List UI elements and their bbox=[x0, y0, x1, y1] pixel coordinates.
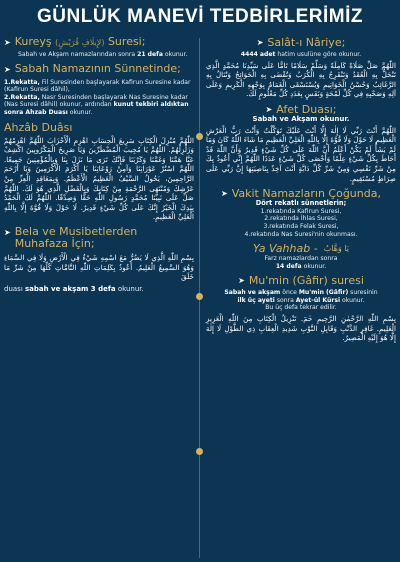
arrow-right-icon: ➤ bbox=[265, 104, 273, 114]
kureys-text-1: Sabah ve Akşam namazlarından sonra bbox=[18, 51, 136, 58]
bela-text bbox=[4, 285, 194, 294]
mumin-text bbox=[206, 289, 396, 312]
mumin-text-bold: Mu'min (Gâfir) bbox=[298, 289, 349, 297]
vahhab-text-2: okunur. bbox=[303, 262, 327, 270]
salat-section bbox=[206, 36, 396, 99]
right-column bbox=[206, 36, 396, 343]
bela-text-1: duası bbox=[4, 284, 23, 293]
afet-heading-text: Afet Duası; bbox=[276, 102, 337, 116]
arrow-right-icon: ➤ bbox=[4, 38, 11, 47]
vakit-heading-text: Vakit Namazların Çoğunda, bbox=[231, 187, 381, 201]
vakit-section bbox=[206, 187, 396, 238]
mumin-heading-text: Mu'min (Gâfir) suresi bbox=[248, 274, 364, 288]
sabah-text bbox=[4, 79, 194, 117]
rekat-1-label: 1.Rekatta, bbox=[4, 78, 40, 86]
bela-heading-text: Bela ve Musibetlerden Muhafaza İçin; bbox=[14, 224, 138, 250]
mumin-text-bold: Sabah ve akşam bbox=[224, 289, 281, 297]
salat-arabic: اللّٰهُمَّ صَلِّ صَلَاةً كَامِلَةً وَسَلِّمْ سَلَامًا تَامًّا عَلَى سَيِّدِنَا مُحَمَّدٍ الَّذِي تَنْحَلُّ بِهِ الْعُقَدُ وَتَنْفَرِجُ بِهِ الْكُرَبُ وَتُقْضَى بِهِ الْحَوَائِجُ وَتُنَالُ بِهِ الرَّغَائِبُ وَحُسْنُ الْخَوَاتِيمِ وَيُسْتَسْقَى الْغَمَامُ بِوَجْهِهِ الْكَرِيمِ وَعَلَى آلِهِ وَصَحْبِهِ فِي كُلِّ لَمْحَةٍ وَنَفَسٍ بِعَدَدِ كُلِّ مَعْلُومٍ لَكَ. bbox=[206, 60, 396, 99]
ahzab-heading: Ahzâb Duâsı bbox=[4, 120, 73, 134]
bela-arabic: بِسْمِ اللّٰهِ الَّذِي لَا يَضُرُّ مَعَ اسْمِهِ شَيْءٌ فِي الْأَرْضِ وَلَا فِي السَّمَاءِ وَهُوَ السَّمِيعُ الْعَلِيمُ. أَعُوذُ بِكَلِمَاتِ اللّٰهِ التَّامَّاتِ كُلِّهَا مِنْ شَرِّ مَا خَلَقَ bbox=[4, 252, 194, 282]
rekat-1-text: Fil Suresinden başlayarak Kafirun Suresine kadar (Kafirun Suresi dâhil), bbox=[4, 78, 191, 94]
mumin-section bbox=[206, 274, 396, 343]
arrow-right-icon: ➤ bbox=[4, 64, 11, 74]
vahhab-section bbox=[206, 242, 396, 270]
list-item: 2.rekatında İhlas Suresi, bbox=[264, 215, 338, 223]
kunut-text: kunut tekbiri aldıktan sonra Ahzab Duası bbox=[4, 101, 189, 116]
kureys-section bbox=[4, 36, 194, 59]
salat-text bbox=[206, 51, 396, 59]
vahhab-name: Ya Vahhab - bbox=[253, 242, 318, 256]
sabah-section bbox=[4, 63, 194, 117]
vahhab-heading bbox=[206, 242, 396, 255]
mumin-text: okunur. bbox=[342, 296, 365, 304]
left-column bbox=[4, 36, 194, 294]
mumin-arabic: بِسْمِ اللّٰهِ الرَّحْمٰنِ الرَّحِيمِ حٰمٓ. تَنْزِيلُ الْكِتَابِ مِنَ اللّٰهِ الْعَزِيزِ الْعَلِيمِ. غَافِرِ الذَّنْبِ وَقَابِلِ التَّوْبِ شَدِيدِ الْعِقَابِ ذِي الطَّوْلِ لَا إِلٰهَ إِلَّا هُوَ إِلَيْهِ الْمَصِيرُ. bbox=[206, 314, 396, 343]
ahzab-section bbox=[4, 121, 194, 222]
rekat-2-text: Nasr Suresinden başlayarak Nas Suresine kadar (Nas Suresi dâhil) okunur, ardından bbox=[4, 93, 188, 109]
mumin-text-bold: Ayet-ül Kürsi bbox=[295, 296, 341, 304]
column-divider bbox=[199, 38, 200, 558]
afet-arabic: اللّٰهُمَّ أَنْتَ رَبِّي لَا إِلٰهَ إِلَّا أَنْتَ عَلَيْكَ تَوَكَّلْتُ وَأَنْتَ رَبُّ الْعَرْشِ الْعَظِيمِ لَا حَوْلَ وَلَا قُوَّةَ إِلَّا بِاللّٰهِ الْعَلِيِّ الْعَظِيمِ مَا شَاءَ اللّٰهُ كَانَ وَمَا لَمْ يَشَأْ لَمْ يَكُنْ أَعْلَمُ أَنَّ اللّٰهَ عَلَى كُلِّ شَيْءٍ قَدِيرٌ وَأَنَّ اللّٰهَ قَدْ أَحَاطَ بِكُلِّ شَيْءٍ عِلْمًا وَأَحْصَى كُلَّ شَيْءٍ عَدَدًا اللّٰهُمَّ إِنِّي أَعُوذُ بِكَ مِنْ شَرِّ نَفْسِي وَمِنْ شَرِّ كُلِّ دَابَّةٍ أَنْتَ آخِذٌ بِنَاصِيَتِهَا إِنَّ رَبِّي عَلَى صِرَاطٍ مُسْتَقِيمٍ. bbox=[206, 125, 396, 183]
arrow-right-icon: ➤ bbox=[256, 38, 264, 47]
kureys-heading-arabic: (لإِيلَافِ قُرَيْشٍ) bbox=[55, 38, 105, 47]
mumin-heading bbox=[206, 274, 396, 287]
vakit-sub: Dört rekatlı sünnetlerin; bbox=[255, 199, 347, 208]
divider-ornament bbox=[196, 293, 203, 300]
afet-sub: Sabah ve Akşam okunur. bbox=[252, 114, 350, 123]
rekat-2-end: okunur. bbox=[69, 108, 93, 116]
salat-count: 4444 adet bbox=[240, 51, 276, 58]
page-title: GÜNLÜK MANEVİ TEDBİRLERİMİZ bbox=[37, 6, 363, 27]
vahhab-text-1: Farz namazlardan sonra bbox=[264, 255, 338, 263]
afet-section bbox=[206, 103, 396, 183]
sabah-heading-text: Sabah Namazının Sünnetinde; bbox=[14, 61, 181, 75]
mumin-repeat-text: Bu üç defa tekrar edilir. bbox=[265, 304, 337, 312]
list-item: 3.rekatında Felak Suresi, bbox=[263, 222, 339, 230]
sabah-heading bbox=[4, 63, 194, 76]
divider-ornament bbox=[196, 448, 203, 455]
list-item: 4.rekatında Nas Suresi'nin okunması. bbox=[244, 230, 358, 238]
arrow-right-icon: ➤ bbox=[221, 189, 228, 199]
salat-text-body: hatim usulüne göre okunur. bbox=[277, 51, 362, 58]
salat-heading bbox=[206, 36, 396, 49]
kureys-heading bbox=[4, 36, 194, 49]
vahhab-arabic: يَا وَهَّابُ bbox=[323, 244, 349, 254]
bela-text-2: okunur. bbox=[117, 284, 144, 293]
mumin-text: suresinin bbox=[350, 289, 378, 297]
ahzab-arabic: اللّٰهُمَّ مُنْزِلَ الْكِتَابِ سَرِيعَ الْحِسَابِ اهْزِمِ الْأَحْزَابَ اللّٰهُمَّ اهْزِمْهُمْ وَزَلْزِلْهُمْ. اللّٰهُمَّ يَا مُجِيبَ الْمُضْطَرِّينَ وَيَا صَرِيخَ الْمَكْرُوبِينَ اكْشِفْ عَنَّا هَمَّنَا وَغَمَّنَا وَكَرْبَنَا فَإِنَّكَ تَرَى مَا نَزَلَ بِنَا وَبِالْمُؤْمِنِينَ جَمِيعًا. اللّٰهُمَّ اسْتُرْ عَوْرَاتِنَا وَآمِنْ رَوْعَاتِنَا يَا أَكْرَمَ الْأَكْرَمِينَ وَيَا أَرْحَمَ الرَّاحِمِينَ، يَحُولُ السَّيْفُ الْعَظِيمُ الْأَعْظَمُ. وَبِمَعَاقِدِ الْعِزِّ مِنْ عَرْشِكَ وَمُنْتَهَى الرَّحْمَةِ مِنْ كِتَابِكَ وَبِالْفَضْلِ الَّذِي هُوَ لَكَ. اللّٰهُمَّ صَلِّ عَلَى نَبِيِّنَا مُحَمَّدٍ رَسُولِ اللّٰهِ حَقًّا وَصِدْقًا. اللّٰهُمَّ لَكَ الْحَمْدُ بِيَدِكَ الْخَيْرُ إِنَّكَ عَلَى كُلِّ شَيْءٍ قَدِيرٌ. لَا حَوْلَ وَلَا قُوَّةَ إِلَّا بِاللّٰهِ الْعَلِيِّ الْعَظِيمِ. bbox=[4, 135, 194, 222]
kureys-heading-suffix: Suresi; bbox=[107, 35, 146, 48]
kureys-text bbox=[18, 51, 194, 59]
arrow-right-icon: ➤ bbox=[4, 227, 11, 237]
vahhab-count: 14 defa bbox=[275, 262, 302, 270]
salat-heading-text: Salât-ı Nâriye; bbox=[267, 36, 346, 49]
vakit-list bbox=[206, 208, 396, 238]
kureys-count: 21 defa bbox=[137, 51, 163, 58]
list-item: 1.rekatında Kafirun Suresi, bbox=[260, 207, 342, 215]
kureys-heading-text: Kureyş bbox=[14, 35, 52, 48]
rekat-2-label: 2.Rekatta, bbox=[4, 93, 40, 101]
bela-heading bbox=[4, 226, 194, 250]
mumin-text: önce bbox=[282, 289, 297, 297]
vahhab-text bbox=[206, 255, 396, 270]
mumin-text-bold: ilk üç ayeti bbox=[237, 296, 275, 304]
divider-ornament bbox=[196, 133, 203, 140]
mumin-text: sonra bbox=[276, 296, 294, 304]
kureys-text-2: okunur. bbox=[164, 51, 188, 58]
arrow-right-icon: ➤ bbox=[238, 276, 245, 286]
bela-section bbox=[4, 226, 194, 294]
bela-count: sabah ve akşam 3 defa bbox=[25, 284, 116, 293]
